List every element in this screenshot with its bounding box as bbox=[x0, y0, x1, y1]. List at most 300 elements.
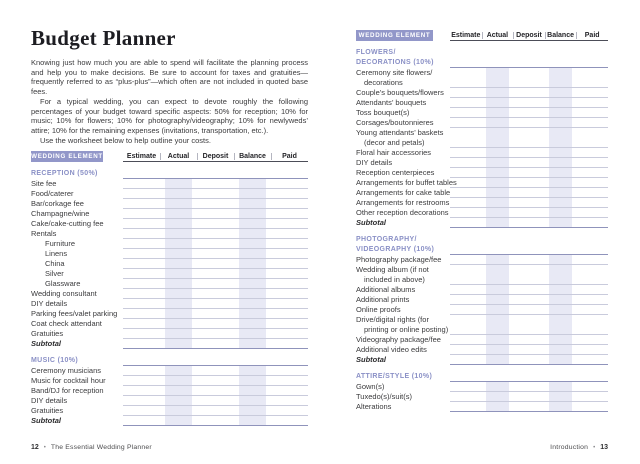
row-label-text: Champagne/wine bbox=[31, 209, 90, 218]
row-label-text: Food/caterer bbox=[31, 189, 74, 198]
shaded-band bbox=[239, 416, 266, 425]
entry-cell-actual bbox=[482, 208, 514, 217]
row-label bbox=[356, 118, 450, 128]
row-label-text: Photography package/fee bbox=[356, 255, 442, 264]
shaded-band bbox=[486, 118, 509, 127]
shaded-band bbox=[549, 208, 572, 217]
entry-cell-deposit bbox=[197, 396, 234, 405]
column-header-balance: Balance bbox=[545, 30, 577, 40]
entry-cell-balance bbox=[545, 178, 577, 187]
row-label bbox=[31, 299, 123, 309]
shaded-band bbox=[549, 335, 572, 344]
entry-cell-deposit bbox=[513, 68, 545, 87]
row-label-text-line2: printing or online posting) bbox=[364, 325, 449, 334]
entry-cell-estimate bbox=[450, 118, 482, 127]
entry-cell-balance bbox=[545, 305, 577, 314]
entry-cell-balance bbox=[234, 299, 271, 308]
row-label bbox=[356, 218, 450, 228]
entry-cell-deposit bbox=[513, 315, 545, 334]
column-header-deposit: Deposit bbox=[197, 151, 234, 161]
entry-cell-paid bbox=[576, 148, 608, 157]
shaded-band bbox=[165, 219, 192, 228]
entry-cell-paid bbox=[271, 416, 308, 425]
entry-line bbox=[123, 229, 308, 239]
entry-cell-deposit bbox=[513, 402, 545, 411]
entry-cell-actual bbox=[482, 148, 514, 157]
shaded-band bbox=[165, 406, 192, 415]
entry-cell-paid bbox=[271, 179, 308, 188]
entry-cell-deposit bbox=[513, 335, 545, 344]
worksheet-row-china bbox=[31, 259, 308, 269]
entry-cell-deposit bbox=[513, 382, 545, 391]
entry-cell-estimate bbox=[450, 68, 482, 87]
entry-line bbox=[123, 289, 308, 299]
entry-cell-balance bbox=[234, 189, 271, 198]
entry-cell-estimate bbox=[123, 289, 160, 298]
row-label bbox=[356, 188, 450, 198]
entry-cell-balance bbox=[234, 406, 271, 415]
section-heading-line: PHOTOGRAPHY/ bbox=[356, 236, 417, 243]
entry-cell-deposit bbox=[197, 329, 234, 338]
shaded-band bbox=[165, 259, 192, 268]
entry-cell-paid bbox=[576, 158, 608, 167]
section-top-rule bbox=[450, 372, 608, 382]
shaded-band bbox=[165, 239, 192, 248]
shaded-band bbox=[486, 265, 509, 284]
section-heading-line: DECORATIONS (10%) bbox=[356, 59, 434, 66]
entry-cell-estimate bbox=[450, 128, 482, 147]
worksheet-row-corsages-boutonnieres bbox=[356, 118, 608, 128]
entry-cell-estimate bbox=[123, 179, 160, 188]
row-label-text: Ceremony musicians bbox=[31, 366, 102, 375]
worksheet-row-glassware bbox=[31, 279, 308, 289]
entry-cell-actual bbox=[482, 178, 514, 187]
section-heading-row bbox=[356, 372, 608, 382]
entry-cell-balance bbox=[545, 88, 577, 97]
entry-cell-actual bbox=[160, 386, 197, 395]
entry-cell-estimate bbox=[123, 329, 160, 338]
entry-line bbox=[123, 179, 308, 189]
entry-cell-paid bbox=[576, 208, 608, 217]
worksheet-row-parking-fees-valet-parking bbox=[31, 309, 308, 319]
entry-cell-balance bbox=[234, 289, 271, 298]
entry-cell-actual bbox=[482, 315, 514, 334]
shaded-band bbox=[165, 416, 192, 425]
entry-cell-deposit bbox=[513, 108, 545, 117]
shaded-band bbox=[239, 189, 266, 198]
entry-cell-estimate bbox=[450, 88, 482, 97]
shaded-band bbox=[239, 179, 266, 188]
entry-cell-actual bbox=[160, 209, 197, 218]
row-label-text: Other reception decorations bbox=[356, 208, 449, 217]
worksheet-row-wedding-album-if-not bbox=[356, 265, 608, 285]
worksheet-row-music-for-cocktail-hour bbox=[31, 376, 308, 386]
page-number-left: 12 bbox=[31, 444, 39, 451]
row-label bbox=[31, 329, 123, 339]
entry-cell-paid bbox=[576, 295, 608, 304]
entry-cell-actual bbox=[482, 255, 514, 264]
entry-cell-balance bbox=[234, 259, 271, 268]
row-label bbox=[356, 168, 450, 178]
worksheet-row-attendants-bouquets bbox=[356, 98, 608, 108]
entry-line bbox=[450, 355, 608, 365]
intro-paragraph-3: Use the worksheet below to help outline your costs. bbox=[40, 135, 211, 145]
entry-cell-estimate bbox=[450, 188, 482, 197]
row-label bbox=[356, 402, 450, 412]
shaded-band bbox=[486, 305, 509, 314]
entry-cell-actual bbox=[160, 376, 197, 385]
entry-cell-estimate bbox=[450, 98, 482, 107]
row-label bbox=[356, 158, 450, 168]
row-label bbox=[31, 199, 123, 209]
entry-cell-estimate bbox=[123, 219, 160, 228]
entry-cell-paid bbox=[271, 259, 308, 268]
entry-line bbox=[123, 189, 308, 199]
entry-cell-actual bbox=[160, 269, 197, 278]
worksheet-row-bar-corkage-fee bbox=[31, 199, 308, 209]
row-label-text: Cake/cake-cutting fee bbox=[31, 219, 104, 228]
entry-cell-deposit bbox=[197, 249, 234, 258]
entry-cell-estimate bbox=[450, 168, 482, 177]
shaded-band bbox=[165, 289, 192, 298]
shaded-band bbox=[239, 199, 266, 208]
worksheet-row-furniture bbox=[31, 239, 308, 249]
row-label bbox=[31, 259, 123, 269]
row-label-text: Drive/digital rights (for bbox=[356, 315, 429, 324]
row-label-text: Gown(s) bbox=[356, 382, 385, 391]
row-label-text: Attendants’ bouquets bbox=[356, 98, 427, 107]
entry-cell-estimate bbox=[450, 382, 482, 391]
worksheet-row-additional-albums bbox=[356, 285, 608, 295]
entry-cell-deposit bbox=[197, 319, 234, 328]
row-label-text: Site fee bbox=[31, 179, 57, 188]
entry-line bbox=[123, 329, 308, 339]
row-label bbox=[31, 219, 123, 229]
worksheet-row-gown-s bbox=[356, 382, 608, 392]
column-header-paid: Paid bbox=[271, 151, 308, 161]
entry-cell-deposit bbox=[197, 339, 234, 348]
row-label bbox=[356, 345, 450, 355]
worksheet-header-row bbox=[356, 30, 608, 41]
entry-cell-actual bbox=[160, 329, 197, 338]
entry-line bbox=[123, 299, 308, 309]
row-label-text: Subtotal bbox=[356, 218, 386, 227]
entry-cell-estimate bbox=[123, 279, 160, 288]
row-label bbox=[31, 366, 123, 376]
page-left bbox=[31, 0, 308, 464]
entry-cell-estimate bbox=[123, 259, 160, 268]
entry-cell-deposit bbox=[197, 239, 234, 248]
row-label bbox=[31, 269, 123, 279]
entry-cell-balance bbox=[545, 295, 577, 304]
shaded-band bbox=[549, 98, 572, 107]
row-label bbox=[31, 209, 123, 219]
entry-cell-paid bbox=[576, 265, 608, 284]
entry-cell-paid bbox=[576, 198, 608, 207]
entry-cell-balance bbox=[545, 315, 577, 334]
entry-line bbox=[450, 128, 608, 148]
entry-cell-actual bbox=[482, 108, 514, 117]
worksheet-row-linens bbox=[31, 249, 308, 259]
entry-cell-balance bbox=[234, 219, 271, 228]
entry-cell-balance bbox=[234, 309, 271, 318]
entry-cell-estimate bbox=[123, 249, 160, 258]
row-label bbox=[356, 335, 450, 345]
row-label bbox=[356, 198, 450, 208]
entry-cell-balance bbox=[234, 229, 271, 238]
entry-cell-actual bbox=[482, 188, 514, 197]
entry-cell-estimate bbox=[123, 239, 160, 248]
entry-line bbox=[450, 208, 608, 218]
column-header-balance: Balance bbox=[234, 151, 271, 161]
entry-cell-paid bbox=[271, 239, 308, 248]
shaded-band bbox=[549, 285, 572, 294]
entry-line bbox=[123, 269, 308, 279]
entry-line bbox=[123, 339, 308, 349]
entry-cell-deposit bbox=[513, 168, 545, 177]
shaded-band bbox=[239, 406, 266, 415]
entry-cell-balance bbox=[545, 188, 577, 197]
entry-cell-paid bbox=[271, 229, 308, 238]
row-label-text: Alterations bbox=[356, 402, 392, 411]
entry-cell-paid bbox=[576, 128, 608, 147]
shaded-band bbox=[549, 402, 572, 411]
entry-cell-balance bbox=[234, 239, 271, 248]
row-label-text: Additional albums bbox=[356, 285, 416, 294]
section-reception-50 bbox=[31, 169, 308, 349]
worksheet-row-diy-details bbox=[31, 396, 308, 406]
row-label-text-line2: included in above) bbox=[364, 275, 425, 284]
entry-line bbox=[450, 98, 608, 108]
entry-cell-balance bbox=[545, 208, 577, 217]
footer-separator: • bbox=[43, 445, 46, 451]
entry-cell-estimate bbox=[450, 265, 482, 284]
entry-cell-deposit bbox=[513, 305, 545, 314]
entry-line bbox=[450, 382, 608, 392]
shaded-band bbox=[239, 366, 266, 375]
entry-cell-estimate bbox=[450, 208, 482, 217]
entry-line bbox=[123, 386, 308, 396]
section-heading-row bbox=[31, 356, 308, 366]
row-label bbox=[31, 339, 123, 349]
row-label-text: Coat check attendant bbox=[31, 319, 102, 328]
row-label bbox=[356, 382, 450, 392]
row-label bbox=[356, 255, 450, 265]
worksheet-row-drive-digital-rights-for bbox=[356, 315, 608, 335]
entry-cell-balance bbox=[545, 392, 577, 401]
entry-cell-actual bbox=[482, 158, 514, 167]
shaded-band bbox=[486, 335, 509, 344]
shaded-band bbox=[549, 315, 572, 334]
worksheet-row-champagne-wine bbox=[31, 209, 308, 219]
entry-cell-balance bbox=[234, 366, 271, 375]
entry-cell-estimate bbox=[123, 339, 160, 348]
worksheet-row-videography-package-fee bbox=[356, 335, 608, 345]
worksheet-row-ceremony-musicians bbox=[31, 366, 308, 376]
column-header-deposit: Deposit bbox=[513, 30, 545, 40]
entry-line bbox=[123, 249, 308, 259]
row-label-text: Rentals bbox=[31, 229, 57, 238]
row-label bbox=[31, 239, 123, 249]
entry-cell-deposit bbox=[513, 148, 545, 157]
entry-cell-estimate bbox=[450, 315, 482, 334]
row-label-text: Subtotal bbox=[31, 416, 61, 425]
section-heading-row bbox=[356, 235, 608, 255]
shaded-band bbox=[486, 218, 509, 227]
shaded-band bbox=[549, 265, 572, 284]
shaded-band bbox=[486, 158, 509, 167]
entry-cell-balance bbox=[234, 416, 271, 425]
entry-cell-actual bbox=[160, 179, 197, 188]
worksheet-row-couple-s-bouquets-flowers bbox=[356, 88, 608, 98]
shaded-band bbox=[549, 305, 572, 314]
row-label-text: Floral hair accessories bbox=[356, 148, 432, 157]
entry-cell-deposit bbox=[197, 299, 234, 308]
chapter-title: Introduction bbox=[550, 444, 589, 451]
shaded-band bbox=[165, 339, 192, 348]
entry-cell-estimate bbox=[450, 305, 482, 314]
entry-cell-estimate bbox=[450, 295, 482, 304]
entry-cell-actual bbox=[160, 219, 197, 228]
entry-cell-estimate bbox=[123, 309, 160, 318]
entry-cell-balance bbox=[234, 396, 271, 405]
shaded-band bbox=[549, 355, 572, 364]
intro-paragraph-2: For a typical wedding, you can expect to devote roughly the following percentages of your budget toward specific aspects: 50% for reception; 10% for music; 10% for flowers; 10% for photography/videography; 10% for newlyweds’ attire; 10% for the remaining expenses (invitations, transportation, etc.). bbox=[31, 96, 308, 135]
entry-cell-deposit bbox=[513, 178, 545, 187]
entry-cell-actual bbox=[160, 259, 197, 268]
row-label-text: DIY details bbox=[356, 158, 393, 167]
worksheet-header-row bbox=[31, 151, 308, 162]
shaded-band bbox=[486, 255, 509, 264]
entry-cell-paid bbox=[576, 305, 608, 314]
shaded-band bbox=[239, 249, 266, 258]
shaded-band bbox=[239, 259, 266, 268]
worksheet-row-additional-prints bbox=[356, 295, 608, 305]
entry-line bbox=[123, 239, 308, 249]
entry-cell-paid bbox=[576, 382, 608, 391]
row-label bbox=[356, 88, 450, 98]
entry-cell-paid bbox=[271, 189, 308, 198]
section-music-10 bbox=[31, 356, 308, 426]
row-label-text: China bbox=[45, 259, 65, 268]
row-label-text: Additional prints bbox=[356, 295, 410, 304]
worksheet-row-arrangements-for-buffet-tables bbox=[356, 178, 608, 188]
shaded-band bbox=[239, 299, 266, 308]
page-footer-left bbox=[31, 444, 152, 451]
entry-cell-paid bbox=[576, 178, 608, 187]
shaded-band bbox=[239, 289, 266, 298]
entry-cell-actual bbox=[160, 339, 197, 348]
entry-line bbox=[450, 148, 608, 158]
shaded-band bbox=[239, 209, 266, 218]
entry-cell-actual bbox=[482, 218, 514, 227]
entry-line bbox=[450, 108, 608, 118]
entry-cell-estimate bbox=[123, 189, 160, 198]
shaded-band bbox=[239, 229, 266, 238]
shaded-band bbox=[486, 168, 509, 177]
shaded-band bbox=[486, 108, 509, 117]
shaded-band bbox=[549, 382, 572, 391]
entry-cell-deposit bbox=[197, 269, 234, 278]
entry-cell-paid bbox=[271, 209, 308, 218]
section-photography bbox=[356, 235, 608, 365]
entry-cell-actual bbox=[482, 402, 514, 411]
shaded-band bbox=[239, 239, 266, 248]
page-number-right: 13 bbox=[600, 444, 608, 451]
shaded-band bbox=[549, 68, 572, 87]
entry-line bbox=[450, 345, 608, 355]
entry-cell-balance bbox=[545, 168, 577, 177]
entry-cell-deposit bbox=[197, 219, 234, 228]
worksheet-row-online-proofs bbox=[356, 305, 608, 315]
entry-cell-balance bbox=[545, 148, 577, 157]
column-header-paid: Paid bbox=[576, 30, 608, 40]
row-label-text: Ceremony site flowers/ bbox=[356, 68, 433, 77]
entry-cell-balance bbox=[234, 269, 271, 278]
entry-line bbox=[123, 209, 308, 219]
shaded-band bbox=[486, 355, 509, 364]
entry-line bbox=[123, 319, 308, 329]
entry-line bbox=[123, 416, 308, 426]
entry-cell-actual bbox=[482, 345, 514, 354]
entry-cell-balance bbox=[545, 382, 577, 391]
entry-cell-balance bbox=[234, 209, 271, 218]
entry-line bbox=[450, 265, 608, 285]
shaded-band bbox=[486, 178, 509, 187]
shaded-band bbox=[549, 392, 572, 401]
row-label-text: Wedding album (if not bbox=[356, 265, 429, 274]
shaded-band bbox=[549, 158, 572, 167]
entry-cell-balance bbox=[545, 335, 577, 344]
entry-cell-balance bbox=[545, 108, 577, 117]
entry-cell-estimate bbox=[450, 178, 482, 187]
row-label-text: DIY details bbox=[31, 396, 68, 405]
entry-cell-deposit bbox=[513, 345, 545, 354]
worksheet-row-gratuities bbox=[31, 329, 308, 339]
entry-cell-deposit bbox=[197, 416, 234, 425]
entry-line bbox=[450, 305, 608, 315]
entry-cell-paid bbox=[271, 406, 308, 415]
entry-cell-deposit bbox=[197, 376, 234, 385]
entry-cell-estimate bbox=[450, 148, 482, 157]
shaded-band bbox=[549, 118, 572, 127]
entry-cell-paid bbox=[576, 68, 608, 87]
section-heading-line: MUSIC (10%) bbox=[31, 357, 79, 364]
shaded-band bbox=[165, 366, 192, 375]
row-label bbox=[356, 108, 450, 118]
entry-cell-deposit bbox=[197, 179, 234, 188]
entry-cell-paid bbox=[271, 299, 308, 308]
entry-line bbox=[123, 219, 308, 229]
entry-cell-balance bbox=[545, 118, 577, 127]
shaded-band bbox=[549, 148, 572, 157]
entry-cell-estimate bbox=[123, 366, 160, 375]
entry-cell-deposit bbox=[513, 98, 545, 107]
shaded-band bbox=[486, 198, 509, 207]
shaded-band bbox=[549, 168, 572, 177]
entry-cell-actual bbox=[160, 239, 197, 248]
entry-cell-actual bbox=[160, 289, 197, 298]
entry-cell-estimate bbox=[450, 392, 482, 401]
row-label bbox=[356, 148, 450, 158]
entry-cell-balance bbox=[234, 386, 271, 395]
budget-worksheet-left bbox=[31, 151, 308, 426]
row-label-text-line2: (decor and petals) bbox=[364, 138, 425, 147]
row-label bbox=[31, 189, 123, 199]
worksheet-row-reception-centerpieces bbox=[356, 168, 608, 178]
entry-cell-deposit bbox=[197, 229, 234, 238]
entry-cell-paid bbox=[576, 218, 608, 227]
